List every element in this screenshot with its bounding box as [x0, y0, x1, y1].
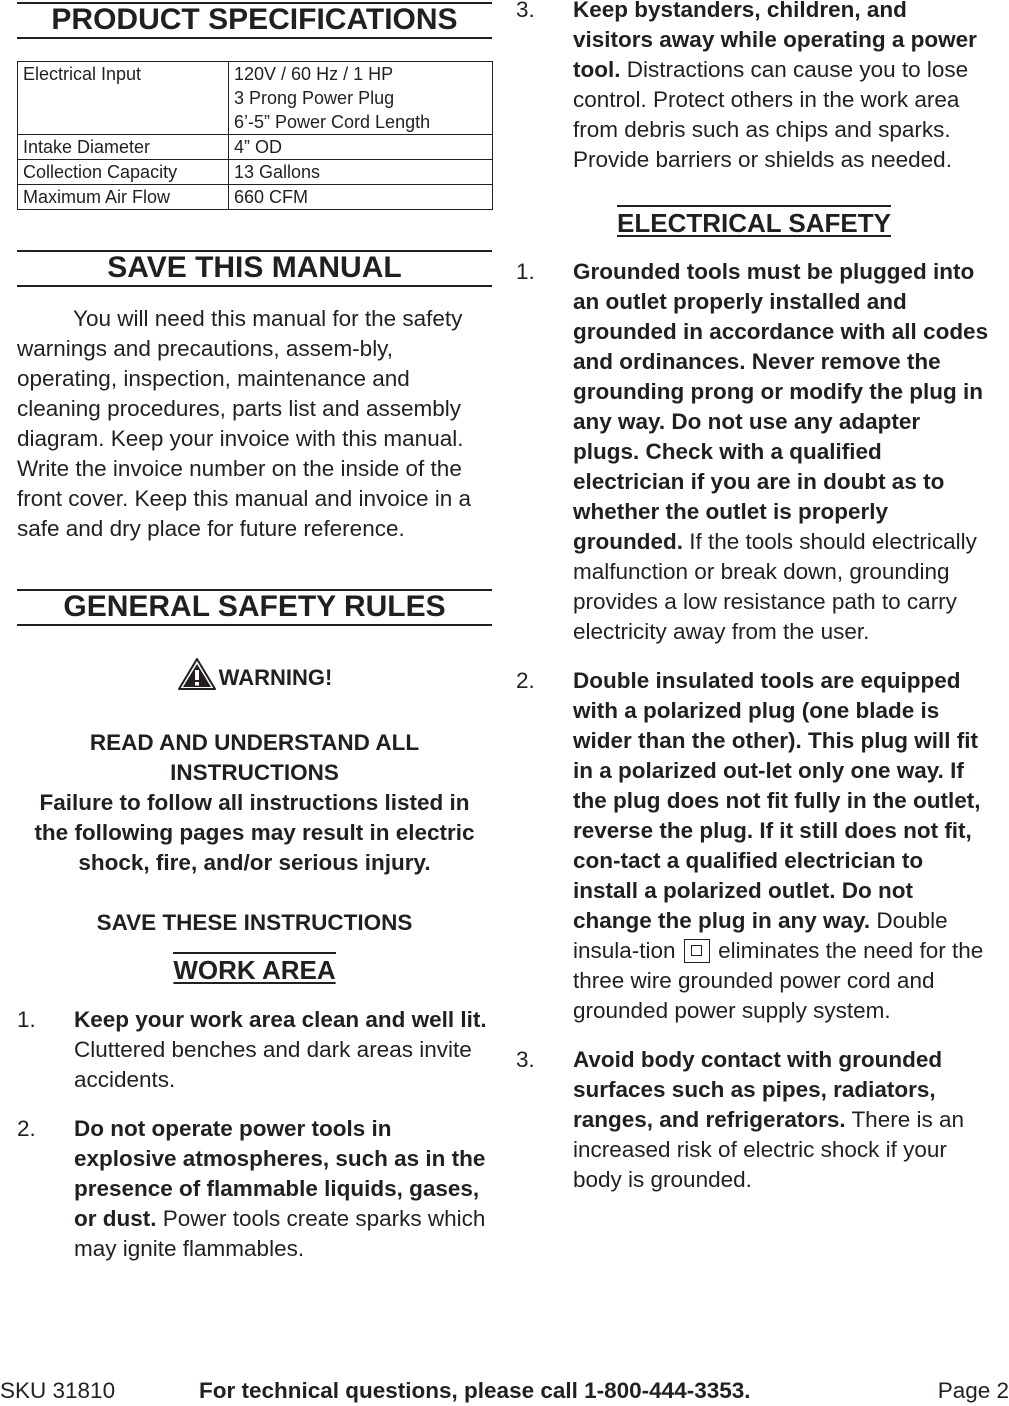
item-text	[74, 1005, 492, 1095]
spec-value-line: 120V / 60 Hz / 1 HP	[234, 64, 394, 84]
item-number: 1.	[17, 1007, 36, 1032]
item-bold-text: Avoid body contact with grounded surfaces such as pipes, radiators, ranges, and refrigerators.	[573, 1047, 943, 1132]
save-this-manual-heading: SAVE THIS MANUAL	[17, 250, 492, 287]
list-item	[516, 0, 992, 175]
spec-value-line: 3 Prong Power Plug	[234, 88, 395, 108]
spec-value: 13 Gallons	[229, 160, 493, 185]
item-bold-text: Do not operate power tools in explosive atmospheres, such as in the presence of flammable liquids, gases, or dust.	[74, 1116, 486, 1231]
product-specifications-heading: PRODUCT SPECIFICATIONS	[17, 2, 492, 39]
spec-value: 4” OD	[229, 135, 493, 160]
item-text	[74, 1114, 492, 1264]
page-number: Page 2	[937, 1378, 1009, 1403]
table-row	[18, 135, 493, 160]
list-item	[516, 257, 992, 647]
item-bold-text: Grounded tools must be plugged into an outlet properly installed and grounded in accordance with all codes and ordinances. Never remove the grounding prong or modify the plug in any way. Do not use any adapter plugs. Check with a qualified electrician if you are in doubt as to whether the outlet is properly grounded.	[573, 259, 989, 554]
spec-label: Collection Capacity	[18, 160, 229, 185]
read-instructions-heading: READ AND UNDERSTAND ALL INSTRUCTIONS	[89, 730, 420, 785]
list-item	[17, 1005, 492, 1095]
item-text	[573, 257, 992, 647]
warning-line	[17, 657, 492, 699]
item-bold-text: Keep bystanders, children, and visitors away while operating a power tool.	[573, 0, 977, 82]
item-text	[573, 666, 992, 1026]
double-insulation-icon	[684, 939, 710, 963]
item-body-text: Cluttered benches and dark areas invite accidents.	[74, 1037, 472, 1092]
item-number: 2.	[17, 1116, 36, 1141]
spec-label: Electrical Input	[18, 62, 229, 135]
work-area-heading-wrap	[17, 952, 492, 985]
left-column	[17, 0, 492, 1264]
item-body-text: There is an increased risk of electric shock if your body is grounded.	[573, 1107, 964, 1192]
specifications-table	[17, 61, 493, 210]
electrical-safety-heading-wrap	[516, 205, 992, 238]
list-item	[17, 1114, 492, 1264]
item-text	[573, 0, 992, 175]
item-number: 3.	[516, 1047, 535, 1072]
failure-warning-text: Failure to follow all instructions listed in the following pages may result in electric shock, fire, and/or serious injury.	[34, 790, 475, 875]
list-item	[516, 1045, 992, 1195]
spec-value-line: 6’-5” Power Cord Length	[234, 112, 431, 132]
item-body-text: Double insula-tion	[573, 908, 948, 963]
sku-number: SKU 31810	[0, 1378, 116, 1403]
spec-value	[229, 62, 493, 135]
item-body-text: eliminates the need for the three wire grounded power cord and grounded power supply system.	[573, 938, 984, 1023]
item-text	[573, 1045, 992, 1195]
spec-label: Intake Diameter	[18, 135, 229, 160]
item-number: 2.	[516, 668, 535, 693]
item-number: 3.	[516, 0, 535, 22]
item-body-text: Power tools create sparks which may ignite flammables.	[74, 1206, 486, 1261]
item-bold-text: Keep your work area clean and well lit.	[74, 1007, 487, 1032]
table-row	[18, 160, 493, 185]
item-body-text: Distractions can cause you to lose control. Protect others in the work area from debris such as chips and sparks. Provide barriers or shields as needed.	[573, 57, 969, 172]
save-these-instructions: SAVE THESE INSTRUCTIONS	[96, 910, 413, 935]
spec-value: 660 CFM	[229, 185, 493, 210]
right-column	[516, 0, 992, 1195]
technical-support-phone: For technical questions, please call 1-800-444-3353.	[199, 1378, 751, 1403]
electrical-safety-heading: ELECTRICAL SAFETY	[617, 205, 891, 238]
list-item	[516, 666, 992, 1026]
table-row	[18, 185, 493, 210]
item-body-text: If the tools should electrically malfunction or break down, grounding provides a low resistance path to carry electricity away from the user.	[573, 529, 977, 644]
work-area-heading: WORK AREA	[173, 952, 335, 985]
warning-triangle-icon	[177, 657, 217, 699]
item-number: 1.	[516, 259, 535, 284]
item-bold-text: Double insulated tools are equipped with a polarized plug (one blade is wider than the other). This plug will fit in a polarized out-let only one way. If the plug does not fit fully in the outlet, reverse the plug. If it still does not fit, con-tact a qualified electrician to install a polarized outlet. Do not change the plug in any way.	[573, 668, 981, 933]
general-safety-rules-heading: GENERAL SAFETY RULES	[17, 589, 492, 626]
page-footer	[0, 1376, 1009, 1406]
spec-label: Maximum Air Flow	[18, 185, 229, 210]
table-row	[18, 62, 493, 135]
warning-label: WARNING!	[218, 665, 333, 690]
save-manual-paragraph: You will need this manual for the safety warnings and precautions, assem-bly, operating, inspection, maintenance and cleaning procedures, parts list and assembly diagram. Keep your invoice with this manual. Write the invoice number on the inside of the front cover. Keep this manual and invoice in a safe and dry place for future reference.	[17, 306, 472, 541]
